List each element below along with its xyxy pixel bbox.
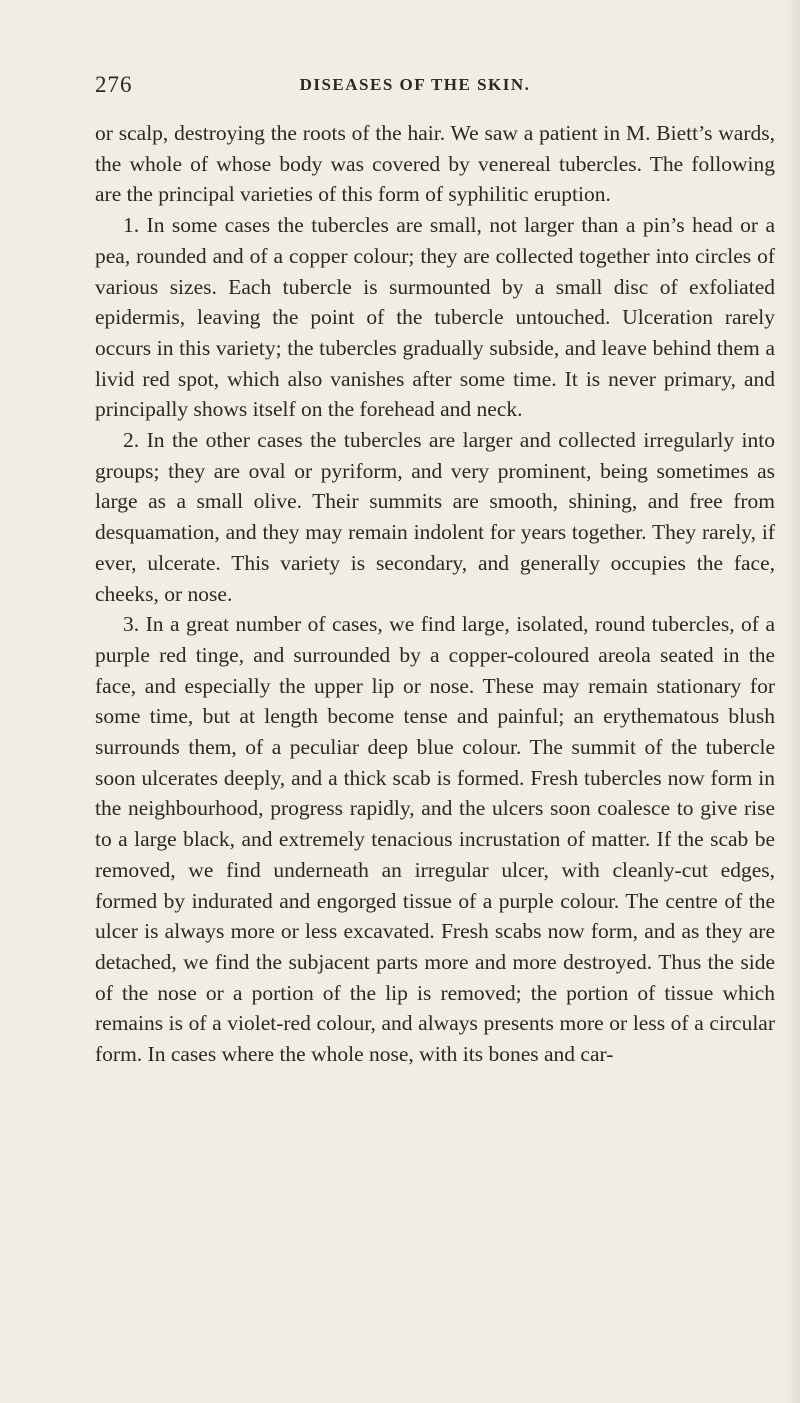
paragraph-variety-2: 2. In the other cases the tubercles are larger and collected irregularly into groups; they are oval or pyriform, and very prominent, being sometimes as large as a small olive. Their summits are smooth, shining, and free from desquamation, and they may remain indolent for years together. They rarely, if ever, ulcerate. This variety is secondary, and generally occupies the face, cheeks, or nose. [95, 428, 775, 606]
page-number: 276 [95, 72, 133, 97]
body-text [95, 118, 775, 1070]
running-head [95, 72, 735, 102]
paragraph-variety-3: 3. In a great number of cases, we find large, isolated, round tubercles, of a purple red tinge, and surrounded by a copper-coloured areola seated in the face, and especially the upper lip or nose. These may remain stationary for some time, but at length become tense and painful; an erythematous blush surrounds them, of a peculiar deep blue colour. The summit of the tubercle soon ulcerates deeply, and a thick scab is formed. Fresh tubercles now form in the neighbourhood, progress rapidly, and the ulcers soon coalesce to give rise to a large black, and extremely tenacious incrustation of matter. If the scab be removed, we find underneath an irregular ulcer, with cleanly-cut edges, formed by indurated and engorged tissue of a purple colour. The centre of the ulcer is always more or less excavated. Fresh scabs now form, and as they are detached, we find the subjacent parts more and more destroyed. Thus the side of the nose or a portion of the lip is removed; the portion of tissue which remains is of a violet-red colour, and always presents more or less of a circular form. In cases where the whole nose, with its bones and car- [95, 612, 775, 1067]
paragraph-variety-1: 1. In some cases the tubercles are small, not larger than a pin’s head or a pea, rounded and of a copper colour; they are collected together into circles of various sizes. Each tubercle is surmounted by a small disc of exfoliated epidermis, leaving the point of the tubercle untouched. Ulceration rarely occurs in this variety; the tubercles gradually subside, and leave behind them a livid red spot, which also vanishes after some time. It is never primary, and principally shows itself on the forehead and neck. [95, 213, 775, 422]
page-edge-shadow [786, 0, 800, 1403]
paragraph-continuation: or scalp, destroying the roots of the hair. We saw a patient in M. Biett’s wards, the whole of whose body was covered by venereal tubercles. The following are the principal varieties of this form of syphilitic eruption. [95, 121, 775, 207]
running-title: DISEASES OF THE SKIN. [299, 75, 531, 94]
